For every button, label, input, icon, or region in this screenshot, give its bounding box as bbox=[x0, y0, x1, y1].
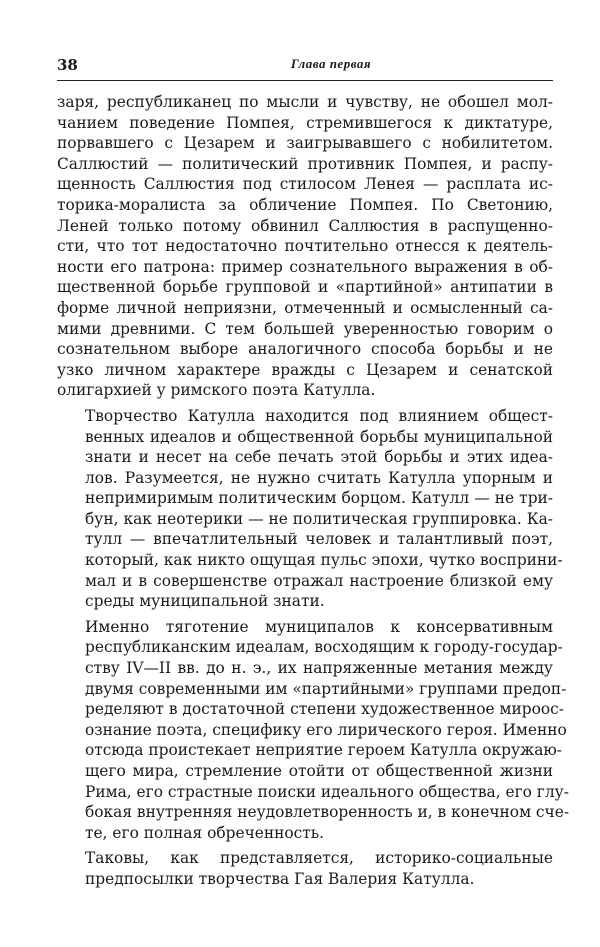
paragraph bbox=[57, 617, 570, 844]
text-line: Рима, его страстные поиски идеального общества, его глу- bbox=[85, 782, 569, 801]
text-line: Именно тяготение муниципалов к консервативным bbox=[85, 617, 553, 636]
text-line: бокая внутренняя неудовлетворенность и, в конечном сче- bbox=[85, 803, 570, 822]
header-rule bbox=[57, 80, 553, 81]
text-line: тулл — впечатлительный человек и талантливый поэт, bbox=[85, 530, 553, 549]
text-line: щего мира, стремление отойти от общественной жизни bbox=[85, 762, 553, 780]
text-line: непримиримым политическим борцом. Катулл — не три- bbox=[85, 489, 553, 508]
text-line: заря, республиканец по мысли и чувству, не обошел мол- bbox=[57, 93, 553, 111]
text-line: щественной борьбе групповой и «партийной» антипатии в bbox=[57, 278, 553, 297]
paragraph bbox=[57, 406, 563, 612]
text-line: Таковы, как представляется, историко-социальные bbox=[85, 849, 553, 868]
text-line: среды муниципальной знати. bbox=[85, 592, 325, 611]
text-line: венных идеалов и общественной борьбы муниципальной bbox=[85, 427, 553, 446]
text-line: торика-моралиста за обличение Помпея. По Светонию, bbox=[57, 195, 553, 214]
text-line: отсюда проистекает неприятие героем Катулла окружаю- bbox=[85, 741, 563, 760]
text-line: Творчество Катулла находится под влиянием общест- bbox=[85, 406, 553, 425]
text-line: предпосылки творчества Гая Валерия Катулла. bbox=[85, 869, 475, 888]
text-line: двумя современными им «партийными» группами предоп- bbox=[85, 679, 567, 698]
text-line: узко личном характере вражды с Цезарем и сенатской bbox=[57, 360, 553, 379]
text-line: ности его патрона: пример сознательного выражения в об- bbox=[57, 257, 553, 276]
text-line: знати и несет на себе печать этой борьбы и этих идеа- bbox=[85, 448, 553, 467]
running-title: Глава первая bbox=[290, 56, 372, 71]
text-line: Саллюстий — политический противник Помпея, и распу- bbox=[57, 154, 553, 173]
paragraph bbox=[57, 92, 553, 401]
text-line: который, как никто ощущая пульс эпохи, чутко восприни- bbox=[85, 551, 563, 570]
text-line: бун, как неотерики — не политическая группировка. Ка- bbox=[85, 509, 553, 528]
text-line: щенность Саллюстия под стилосом Ленея — расплата ис- bbox=[57, 175, 553, 194]
text-line: олигархией у римского поэта Катулла. bbox=[57, 381, 376, 400]
body-text bbox=[57, 92, 570, 890]
page-header bbox=[57, 56, 553, 78]
text-line: Леней только потому обвинил Саллюстия в распущенно- bbox=[57, 216, 553, 235]
text-line: порвавшего с Цезарем и заигрывавшего с нобилитетом. bbox=[57, 134, 553, 153]
text-line: ределяют в достаточной степени художественное мироос- bbox=[85, 700, 564, 719]
paragraph bbox=[57, 848, 553, 889]
text-line: лов. Разумеется, не нужно считать Катулла упорным и bbox=[85, 468, 553, 487]
text-line: форме личной неприязни, отмеченный и осмысленный са- bbox=[57, 298, 553, 317]
text-line: те, его полная обреченность. bbox=[85, 823, 325, 842]
text-line: сти, что тот недостаточно почтительно отнесся к деятель- bbox=[57, 237, 553, 256]
text-line: чанием поведение Помпея, стремившегося к диктатуре, bbox=[57, 113, 553, 132]
text-line: республиканским идеалам, восходящим к городу-государ- bbox=[85, 638, 563, 657]
text-line: мими древними. С тем большей уверенностью говорим о bbox=[57, 319, 553, 338]
text-line: ознание поэта, специфику его лирического героя. Именно bbox=[85, 720, 567, 739]
text-line: сознательном выборе аналогичного способа борьбы и не bbox=[57, 340, 553, 359]
text-line: ству IV—II вв. до н. э., их напряженные метания между bbox=[85, 659, 553, 678]
text-line: мал и в совершенстве отражал настроение близкой ему bbox=[85, 571, 553, 590]
page-number: 38 bbox=[57, 56, 78, 74]
